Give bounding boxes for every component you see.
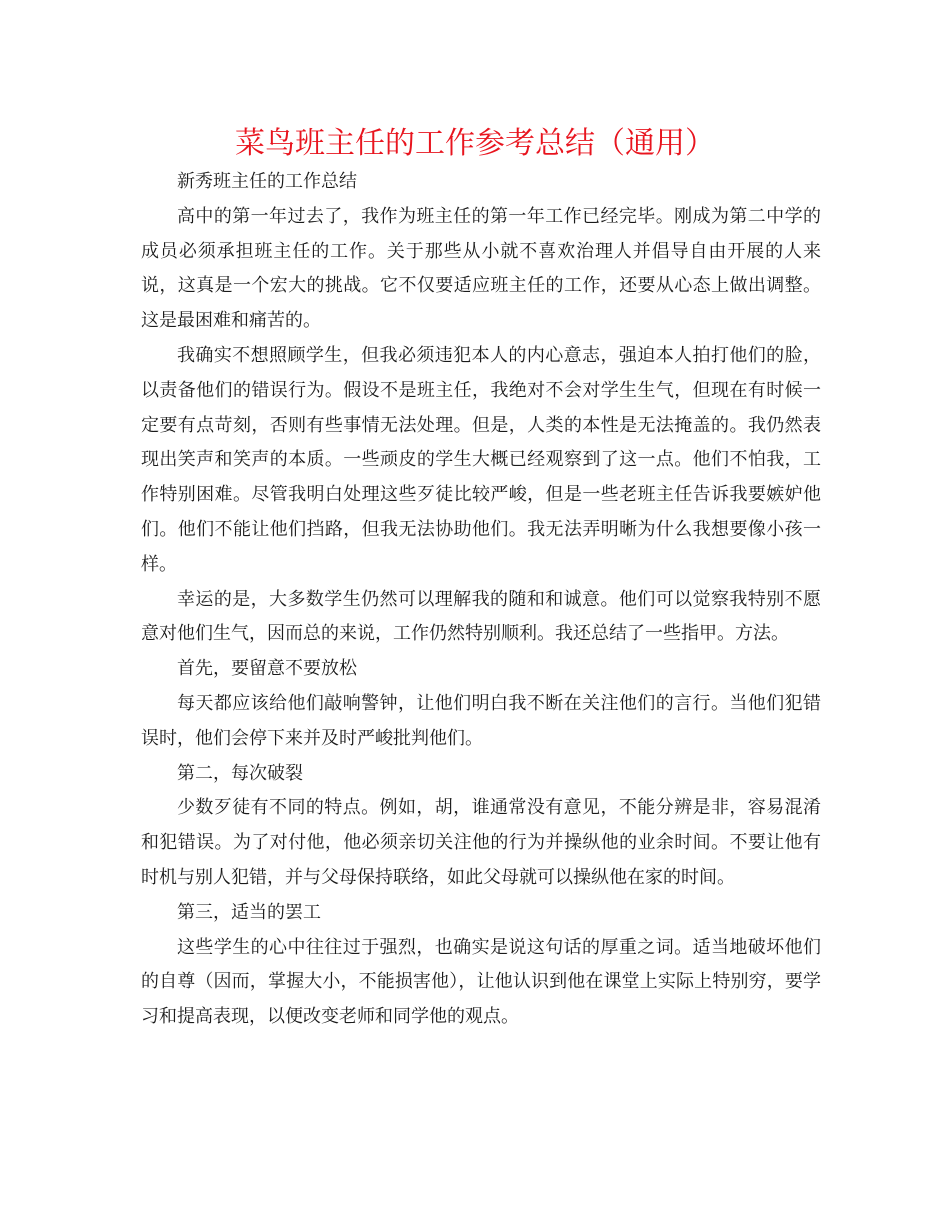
paragraph-subtitle: 新秀班主任的工作总结 [177, 171, 357, 192]
section-heading: 首先，要留意不要放松 [177, 658, 357, 680]
document-title: 菜鸟班主任的工作参考总结（通用） [235, 126, 715, 161]
document-body [141, 165, 821, 1035]
section-heading: 第三，适当的罢工 [177, 901, 321, 923]
paragraph: 这些学生的心中往往过于强烈，也确实是说这句话的厚重之词。适当地破坏他们的自尊（因而，掌握大小，不能损害他），让他认识到他在课堂上实际上特别穷，要学习和提高表现，以便改变老师和同学他的观点。 [141, 936, 821, 1028]
paragraph: 每天都应该给他们敲响警钟，让他们明白我不断在关注他们的言行。当他们犯错误时，他们会停下来并及时严峻批判他们。 [141, 692, 821, 749]
paragraph: 我确实不想照顾学生，但我必须违犯本人的内心意志，强迫本人拍打他们的脸，以责备他们的错误行为。假设不是班主任，我绝对不会对学生生气，但现在有时候一定要有点苛刻，否则有些事情无法处理。但是，人类的本性是无法掩盖的。我仍然表现出笑声和笑声的本质。一些顽皮的学生大概已经观察到了这一点。他们不怕我，工作特别困难。尽管我明白处理这些歹徒比较严峻，但是一些老班主任告诉我要嫉妒他们。他们不能让他们挡路，但我无法协助他们。我无法弄明晰为什么我想要像小孩一样。 [141, 344, 821, 575]
section-heading: 第二，每次破裂 [177, 762, 303, 784]
paragraph: 高中的第一年过去了，我作为班主任的第一年工作已经完毕。刚成为第二中学的成员必须承担班主任的工作。关于那些从小就不喜欢治理人并倡导自由开展的人来说，这真是一个宏大的挑战。它不仅要适应班主任的工作，还要从心态上做出调整。这是最困难和痛苦的。 [141, 205, 821, 332]
paragraph: 少数歹徒有不同的特点。例如，胡，谁通常没有意见，不能分辨是非，容易混淆和犯错误。为了对付他，他必须亲切关注他的行为并操纵他的业余时间。不要让他有时机与别人犯错，并与父母保持联络，如此父母就可以操纵他在家的时间。 [141, 797, 821, 888]
paragraph: 幸运的是，大多数学生仍然可以理解我的随和和诚意。他们可以觉察我特别不愿意对他们生气，因而总的来说，工作仍然特别顺利。我还总结了一些指甲。方法。 [141, 588, 821, 645]
